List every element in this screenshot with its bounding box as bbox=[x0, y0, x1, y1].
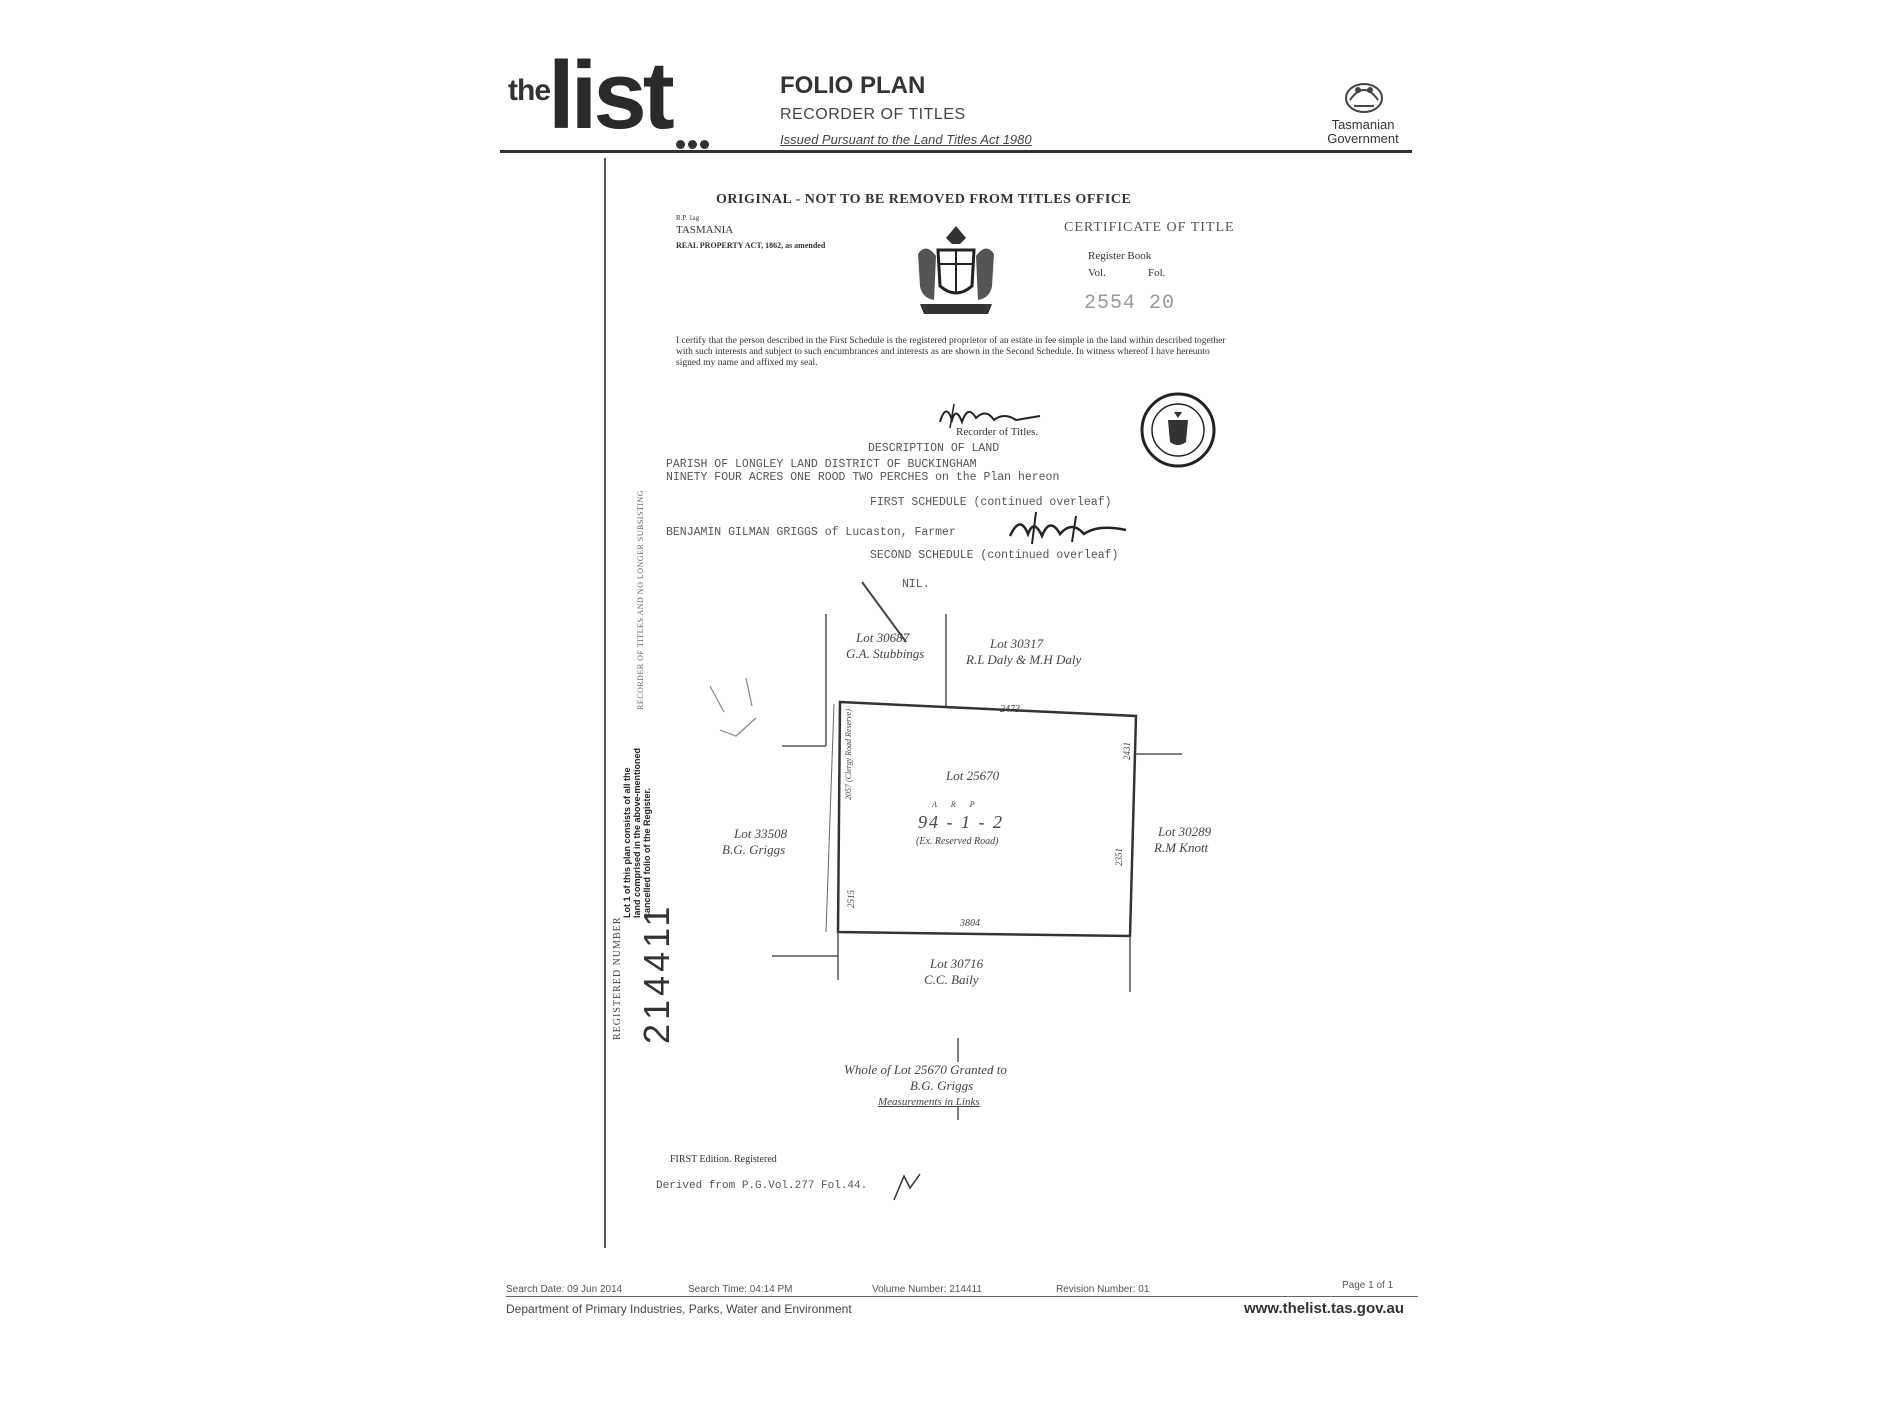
department-name: Department of Primary Industries, Parks, Water and Environment bbox=[506, 1302, 852, 1316]
registered-number: 214411 bbox=[636, 902, 677, 1044]
grant-owner: B.G. Griggs bbox=[910, 1078, 974, 1093]
page-title: FOLIO PLAN bbox=[780, 72, 926, 99]
lot-left-owner: B.G. Griggs bbox=[722, 842, 786, 857]
vertical-cancellation-note: RECORDER OF TITLES AND NO LONGER SUBSISTING bbox=[636, 489, 645, 710]
volume-number: Volume Number: 214411 bbox=[872, 1284, 982, 1295]
gov-line-1: Tasmanian bbox=[1331, 117, 1395, 132]
search-date: Search Date: 09 Jun 2014 bbox=[506, 1284, 623, 1295]
form-number: R.P. 1ag bbox=[676, 214, 700, 222]
lot-bottom-number: Lot 30716 bbox=[930, 956, 984, 971]
footer-rule bbox=[506, 1296, 1418, 1297]
dimension-bottom: 3804 bbox=[960, 918, 980, 929]
recorder-label: Recorder of Titles. bbox=[956, 426, 1039, 438]
original-notice: ORIGINAL - NOT TO BE REMOVED FROM TITLES OFFICE bbox=[716, 192, 1132, 207]
owner-signature-icon bbox=[1006, 508, 1132, 548]
lot-top-left-number: Lot 30687 bbox=[856, 630, 910, 645]
first-schedule-heading: FIRST SCHEDULE (continued overleaf) bbox=[870, 496, 1112, 509]
lot-area: 94 - 1 - 2 bbox=[918, 812, 1004, 832]
page-subtitle: RECORDER OF TITLES bbox=[780, 106, 966, 123]
tasmanian-government-logo-icon bbox=[1336, 70, 1392, 118]
edition-line: FIRST Edition. Registered bbox=[670, 1154, 777, 1165]
dimension-right: 2351 bbox=[1114, 848, 1124, 866]
government-name bbox=[1318, 118, 1408, 146]
road-reserve-line bbox=[826, 704, 834, 932]
initials-mark-icon bbox=[890, 1170, 930, 1206]
logo-the-text: the bbox=[508, 74, 550, 107]
header-rule bbox=[500, 150, 1412, 153]
owner-line: BENJAMIN GILMAN GRIGGS of Lucaston, Farmer bbox=[666, 526, 956, 539]
act-label: REAL PROPERTY ACT, 1862, as amended bbox=[676, 241, 826, 250]
state-label: TASMANIA bbox=[676, 224, 734, 236]
certify-statement: I certify that the person described in the First Schedule is the registered proprietor of an estate in fee simple in the land within described together with such interests and subject to such encumbrances and interests as are shown in the Second Schedule. In witness whereof I have hereunto signed my name and affixed my seal. bbox=[676, 336, 1226, 368]
nil-text: NIL. bbox=[902, 578, 930, 591]
search-time: Search Time: 04:14 PM bbox=[688, 1284, 793, 1295]
lot-top-left-owner: G.A. Stubbings bbox=[846, 646, 925, 661]
lot-bottom-owner: C.C. Baily bbox=[924, 972, 979, 987]
page-number: Page 1 of 1 bbox=[1342, 1280, 1394, 1291]
sketch-mark bbox=[710, 678, 756, 736]
plan-note-line-2: land comprised in the above-mentioned bbox=[632, 747, 642, 918]
gov-line-2: Government bbox=[1327, 131, 1399, 146]
plan-note-line-1: Lot 1 of this plan consists of all the bbox=[622, 767, 632, 918]
register-book-label: Register Book bbox=[1088, 250, 1152, 262]
logo-list-text: list bbox=[548, 42, 671, 149]
area-units: A R P bbox=[932, 800, 981, 809]
fol-label: Fol. bbox=[1148, 267, 1166, 279]
plan-note-line-3: cancelled folio of the Register. bbox=[642, 787, 652, 918]
dimension-top: 2473 bbox=[1000, 704, 1020, 715]
dimension-left-top: 2057 (Clergy Road Reserve) bbox=[844, 708, 853, 800]
lot-left-number: Lot 33508 bbox=[734, 826, 788, 841]
website-url: www.thelist.tas.gov.au bbox=[1244, 1300, 1405, 1317]
measurement-note: Measurements in Links bbox=[878, 1096, 980, 1108]
description-line-1: PARISH OF LONGLEY LAND DISTRICT OF BUCKINGHAM bbox=[666, 458, 977, 471]
second-schedule-heading: SECOND SCHEDULE (continued overleaf) bbox=[870, 549, 1119, 562]
dimension-left-bottom: 2515 bbox=[846, 890, 856, 908]
document-left-border bbox=[604, 158, 606, 1248]
titles-office-seal-icon bbox=[1138, 390, 1218, 470]
certificate-title: CERTIFICATE OF TITLE bbox=[1064, 220, 1235, 235]
main-lot-number: Lot 25670 bbox=[946, 768, 1000, 783]
dimension-right-top: 2431 bbox=[1122, 742, 1132, 760]
issued-act-note: Issued Pursuant to the Land Titles Act 1980 bbox=[780, 132, 1032, 147]
lot-right-number: Lot 30289 bbox=[1158, 824, 1212, 839]
revision-number: Revision Number: 01 bbox=[1056, 1284, 1150, 1295]
coat-of-arms-icon bbox=[910, 220, 1002, 318]
registered-number-label: REGISTERED NUMBER bbox=[612, 916, 623, 1040]
lot-top-right-owner: R.L Daly & M.H Daly bbox=[966, 652, 1082, 667]
derived-line: Derived from P.G.Vol.277 Fol.44. bbox=[656, 1180, 868, 1192]
description-heading: DESCRIPTION OF LAND bbox=[868, 442, 1000, 455]
description-line-2: NINETY FOUR ACRES ONE ROOD TWO PERCHES on the Plan hereon bbox=[666, 471, 1060, 484]
vol-fol-number: 2554 20 bbox=[1084, 292, 1176, 315]
lot-right-owner: R.M Knott bbox=[1154, 840, 1209, 855]
plan-note bbox=[622, 748, 652, 918]
lot-top-right-number: Lot 30317 bbox=[990, 636, 1044, 651]
area-note: (Ex. Reserved Road) bbox=[916, 836, 999, 847]
vol-label: Vol. bbox=[1088, 267, 1106, 279]
grant-note: Whole of Lot 25670 Granted to bbox=[844, 1062, 1007, 1077]
